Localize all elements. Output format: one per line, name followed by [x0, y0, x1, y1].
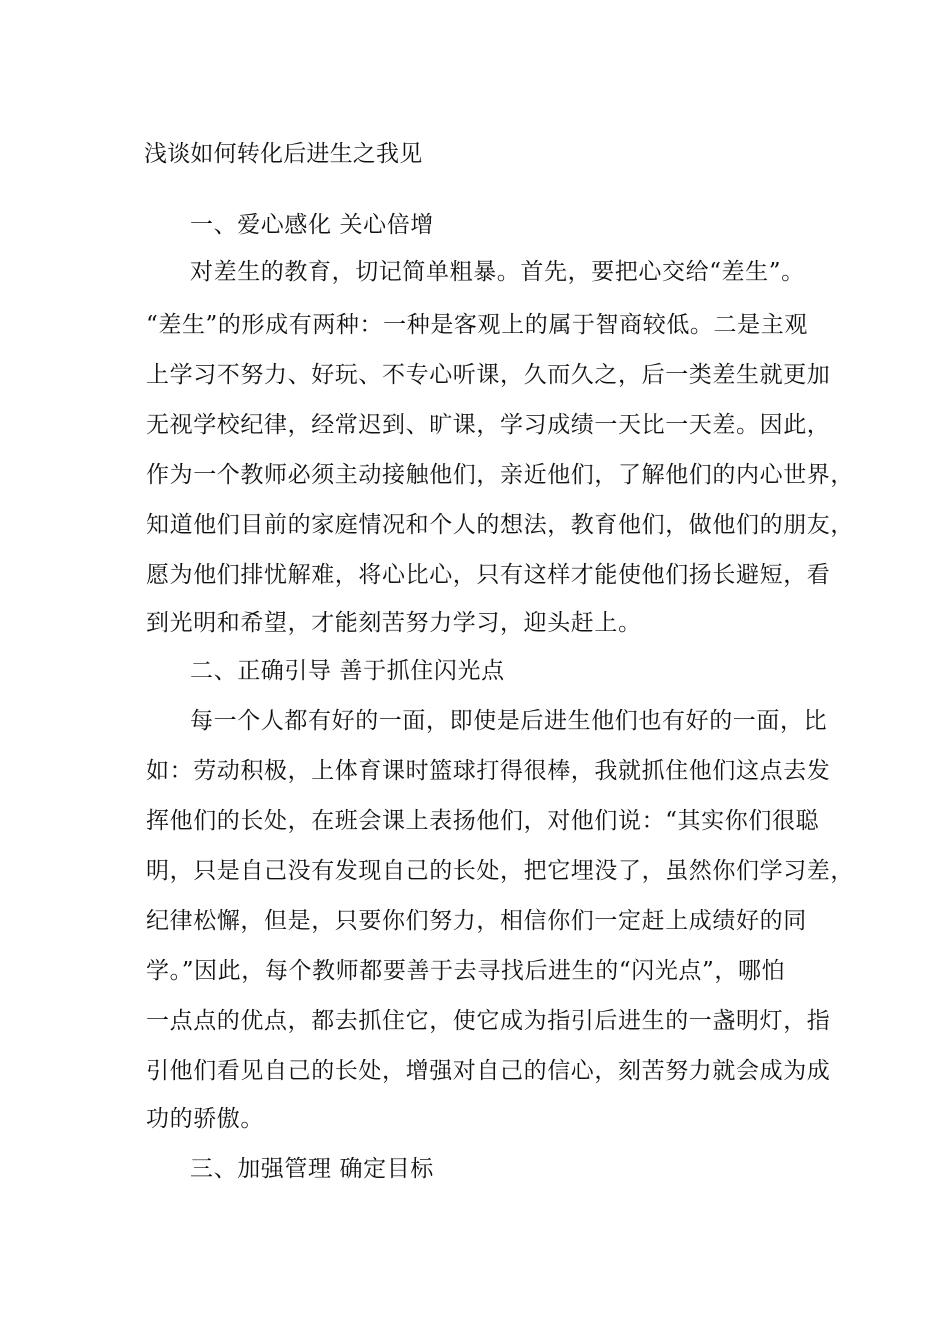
paragraph-line: 知道他们目前的家庭情况和个人的想法，教育他们，做他们的朋友， — [146, 512, 854, 538]
paragraph-line: 上学习不努力、好玩、不专心听课，久而久之，后一类差生就更加 — [146, 362, 831, 388]
paragraph-line: 作为一个教师必须主动接触他们，亲近他们，了解他们的内心世界， — [146, 462, 854, 488]
document-title: 浅谈如何转化后进生之我见 — [144, 141, 423, 167]
paragraph-line: 对差生的教育，切记简单粗暴。首先，要把心交给“差生”。 — [190, 259, 805, 285]
section-heading-3: 三、加强管理 确定目标 — [190, 1156, 434, 1182]
paragraph-line: 明，只是自己没有发现自己的长处，把它埋没了，虽然你们学习差， — [146, 858, 854, 884]
paragraph-line: 如：劳动积极，上体育课时篮球打得很棒，我就抓住他们这点去发 — [146, 758, 831, 784]
paragraph-line: 每一个人都有好的一面，即使是后进生他们也有好的一面，比 — [190, 708, 828, 734]
paragraph-line: 愿为他们排忧解难，将心比心，只有这样才能使他们扬长避短，看 — [146, 562, 831, 588]
paragraph-line: 无视学校纪律，经常迟到、旷课，学习成绩一天比一天差。因此， — [146, 412, 831, 438]
paragraph-line: 引他们看见自己的长处，增强对自己的信心，刻苦努力就会成为成 — [146, 1058, 831, 1084]
paragraph-line: “差生”的形成有两种：一种是客观上的属于智商较低。二是主观 — [146, 312, 808, 338]
section-heading-2: 二、正确引导 善于抓住闪光点 — [190, 658, 505, 684]
paragraph-line: 纪律松懈，但是，只要你们努力，相信你们一定赶上成绩好的同 — [146, 908, 807, 934]
paragraph-line: 功的骄傲。 — [146, 1106, 264, 1132]
paragraph-line: 学。”因此，每个教师都要善于去寻找后进生的“闪光点”，哪怕 — [146, 958, 786, 984]
paragraph-line: 到光明和希望，才能刻苦努力学习，迎头赶上。 — [146, 610, 642, 636]
paragraph-line: 一点点的优点，都去抓住它，使它成为指引后进生的一盏明灯，指 — [146, 1008, 831, 1034]
paragraph-line: 挥他们的长处，在班会课上表扬他们，对他们说：“其实你们很聪 — [146, 808, 820, 834]
section-heading-1: 一、爱心感化 关心倍增 — [190, 212, 434, 238]
